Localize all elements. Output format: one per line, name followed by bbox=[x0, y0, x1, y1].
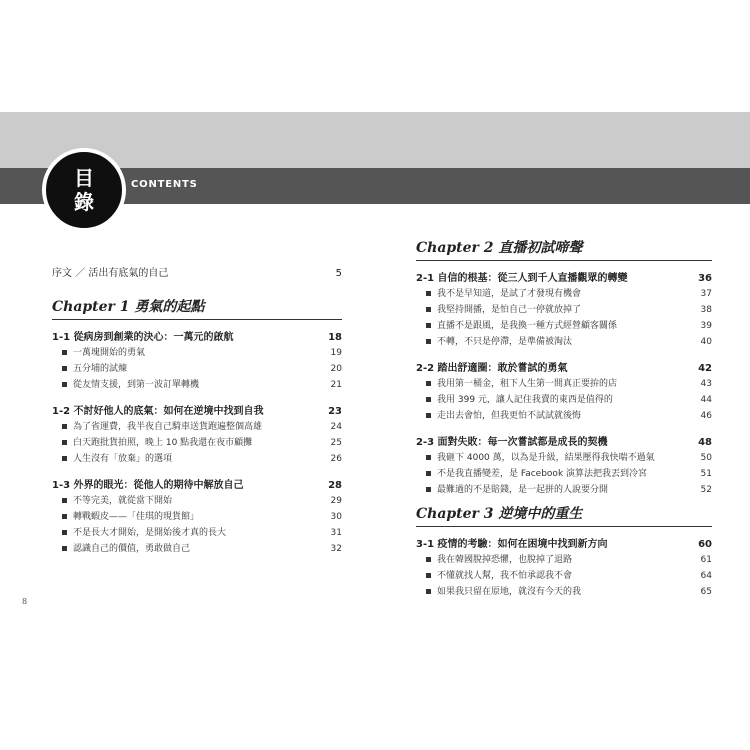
bullet-square-icon bbox=[426, 291, 431, 296]
toc-title-char-2: 錄 bbox=[74, 190, 94, 214]
bullet-square-icon bbox=[426, 381, 431, 386]
subsection-title: 不是長大才開始，是開始後才真的長大 bbox=[73, 528, 227, 538]
subsection-row[interactable] bbox=[416, 286, 712, 302]
subsection-row[interactable] bbox=[416, 334, 712, 350]
bullet-square-icon bbox=[426, 397, 431, 402]
subsection-row[interactable] bbox=[416, 318, 712, 334]
subsection-page: 65 bbox=[700, 587, 712, 597]
subsection-row[interactable] bbox=[52, 451, 342, 467]
subsection-title: 人生沒有「放棄」的選項 bbox=[73, 454, 173, 464]
bullet-square-icon bbox=[62, 424, 67, 429]
subsection-title: 認識自己的價值，勇敢做自己 bbox=[73, 544, 191, 554]
subsection-title: 走出去會怕，但我更怕不試試就後悔 bbox=[437, 411, 582, 421]
subsection-title: 轉戰蝦皮——「佳琪的現貨館」 bbox=[73, 512, 200, 522]
subsection-row[interactable] bbox=[52, 361, 342, 377]
subsection-page: 19 bbox=[330, 348, 342, 358]
section-title: 3-1 疫情的考驗：如何在困境中找到新方向 bbox=[416, 539, 608, 550]
subsection-title: 我在韓國脫掉恐懼，也脫掉了退路 bbox=[437, 555, 573, 565]
subsection-row[interactable] bbox=[52, 377, 342, 393]
subsection-title: 一萬塊開始的勇氣 bbox=[73, 348, 146, 358]
subsection-title: 我砸下 4000 萬，以為是升級，結果壓得我快喘不過氣 bbox=[437, 453, 655, 463]
bullet-square-icon bbox=[426, 573, 431, 578]
subsection-title: 直播不是跟風，是我換一種方式經營顧客關係 bbox=[437, 321, 618, 331]
subsection-row[interactable] bbox=[416, 302, 712, 318]
subsection-title: 不懂就找人幫，我不怕承認我不會 bbox=[437, 571, 573, 581]
chapter-3-heading: Chapter 3 逆境中的重生 bbox=[416, 504, 712, 527]
bullet-square-icon bbox=[426, 589, 431, 594]
subsection-page: 44 bbox=[700, 395, 712, 405]
section-title: 2-1 自信的根基：從三人到千人直播觀眾的轉變 bbox=[416, 273, 628, 284]
toc-title-badge bbox=[42, 148, 126, 232]
subsection-row[interactable] bbox=[416, 482, 712, 498]
bullet-square-icon bbox=[426, 455, 431, 460]
subsection-row[interactable] bbox=[52, 419, 342, 435]
chapter-2-heading: Chapter 2 直播初試啼聲 bbox=[416, 238, 712, 261]
bullet-square-icon bbox=[62, 546, 67, 551]
subsection-page: 24 bbox=[330, 422, 342, 432]
bullet-square-icon bbox=[62, 350, 67, 355]
subsection-page: 29 bbox=[330, 496, 342, 506]
section-page: 18 bbox=[328, 332, 342, 343]
subsection-row[interactable] bbox=[416, 466, 712, 482]
subsection-page: 61 bbox=[700, 555, 712, 565]
preface-page: 5 bbox=[335, 268, 342, 279]
section-title: 2-2 踏出舒適圈：敢於嘗試的勇氣 bbox=[416, 363, 568, 374]
section-page: 36 bbox=[698, 273, 712, 284]
bullet-square-icon bbox=[426, 557, 431, 562]
section-page: 23 bbox=[328, 406, 342, 417]
bullet-square-icon bbox=[62, 382, 67, 387]
subsection-row[interactable] bbox=[416, 392, 712, 408]
subsection-title: 如果我只留在原地，就沒有今天的我 bbox=[437, 587, 582, 597]
subsection-title: 不轉，不只是停滯，是準備被淘汰 bbox=[437, 337, 573, 347]
bullet-square-icon bbox=[426, 471, 431, 476]
toc-left-column bbox=[52, 260, 342, 557]
chapter-1-heading: Chapter 1 勇氣的起點 bbox=[52, 297, 342, 320]
contents-label: CONTENTS bbox=[131, 179, 198, 190]
subsection-title: 不是我直播變差，是 Facebook 演算法把我丟到冷宮 bbox=[437, 469, 648, 479]
subsection-title: 不等完美，就從當下開始 bbox=[73, 496, 173, 506]
subsection-row[interactable] bbox=[416, 584, 712, 600]
subsection-page: 30 bbox=[330, 512, 342, 522]
section-page: 42 bbox=[698, 363, 712, 374]
subsection-page: 21 bbox=[330, 380, 342, 390]
bullet-square-icon bbox=[62, 456, 67, 461]
subsection-title: 五分埔的試煉 bbox=[73, 364, 128, 374]
subsection-page: 32 bbox=[330, 544, 342, 554]
subsection-title: 我堅持開播，是怕自己一停就放掉了 bbox=[437, 305, 582, 315]
toc-title-char-1: 目 bbox=[74, 166, 94, 190]
subsection-page: 26 bbox=[330, 454, 342, 464]
subsection-row[interactable] bbox=[52, 509, 342, 525]
subsection-page: 38 bbox=[700, 305, 712, 315]
section-title: 1-1 從病房到創業的決心：一萬元的啟航 bbox=[52, 332, 234, 343]
bullet-square-icon bbox=[426, 339, 431, 344]
subsection-page: 51 bbox=[700, 469, 712, 479]
bullet-square-icon bbox=[62, 514, 67, 519]
subsection-title: 我用 399 元，讓人記住我賣的東西是值得的 bbox=[437, 395, 613, 405]
section-page: 60 bbox=[698, 539, 712, 550]
section-row[interactable] bbox=[416, 269, 712, 286]
section-row[interactable] bbox=[416, 535, 712, 552]
subsection-row[interactable] bbox=[52, 435, 342, 451]
subsection-row[interactable] bbox=[52, 525, 342, 541]
section-row[interactable] bbox=[52, 476, 342, 493]
subsection-page: 20 bbox=[330, 364, 342, 374]
bullet-square-icon bbox=[426, 487, 431, 492]
subsection-title: 我用第一桶金，租下人生第一間真正要拚的店 bbox=[437, 379, 618, 389]
subsection-title: 我不是早知道，是試了才發現有機會 bbox=[437, 289, 582, 299]
section-title: 2-3 面對失敗：每一次嘗試都是成長的契機 bbox=[416, 437, 608, 448]
subsection-page: 52 bbox=[700, 485, 712, 495]
subsection-page: 39 bbox=[700, 321, 712, 331]
bullet-square-icon bbox=[62, 530, 67, 535]
subsection-page: 50 bbox=[700, 453, 712, 463]
section-page: 48 bbox=[698, 437, 712, 448]
page-number: 8 bbox=[22, 597, 28, 606]
section-row[interactable] bbox=[416, 359, 712, 376]
subsection-page: 37 bbox=[700, 289, 712, 299]
bullet-square-icon bbox=[426, 413, 431, 418]
subsection-row[interactable] bbox=[416, 552, 712, 568]
toc-right-column bbox=[416, 238, 712, 600]
subsection-row[interactable] bbox=[416, 376, 712, 392]
subsection-row[interactable] bbox=[52, 541, 342, 557]
subsection-row[interactable] bbox=[52, 345, 342, 361]
subsection-row[interactable] bbox=[416, 568, 712, 584]
subsection-row[interactable] bbox=[52, 493, 342, 509]
bullet-square-icon bbox=[426, 307, 431, 312]
bullet-square-icon bbox=[62, 366, 67, 371]
bullet-square-icon bbox=[426, 323, 431, 328]
section-row[interactable] bbox=[416, 433, 712, 450]
subsection-title: 從友情支援，到第一波訂單轉機 bbox=[73, 380, 200, 390]
subsection-row[interactable] bbox=[416, 408, 712, 424]
section-title: 1-2 不討好他人的底氣：如何在逆境中找到自我 bbox=[52, 406, 264, 417]
section-row[interactable] bbox=[52, 402, 342, 419]
subsection-row[interactable] bbox=[416, 450, 712, 466]
subsection-title: 最難過的不是賠錢，是一起拼的人說要分開 bbox=[437, 485, 609, 495]
subsection-page: 25 bbox=[330, 438, 342, 448]
subsection-page: 64 bbox=[700, 571, 712, 581]
subsection-page: 46 bbox=[700, 411, 712, 421]
subsection-title: 為了省運費，我半夜自己騎車送貨跑遍整個高雄 bbox=[73, 422, 263, 432]
section-title: 1-3 外界的眼光：從他人的期待中解放自己 bbox=[52, 480, 244, 491]
section-page: 28 bbox=[328, 480, 342, 491]
toc-preface-row[interactable] bbox=[52, 264, 342, 281]
section-row[interactable] bbox=[52, 328, 342, 345]
subsection-title: 白天跑批貨拍照，晚上 10 點我還在夜市顧攤 bbox=[73, 438, 253, 448]
subsection-page: 40 bbox=[700, 337, 712, 347]
preface-title: 序文 ／ 活出有底氣的自己 bbox=[52, 268, 169, 279]
bullet-square-icon bbox=[62, 498, 67, 503]
subsection-page: 43 bbox=[700, 379, 712, 389]
bullet-square-icon bbox=[62, 440, 67, 445]
subsection-page: 31 bbox=[330, 528, 342, 538]
